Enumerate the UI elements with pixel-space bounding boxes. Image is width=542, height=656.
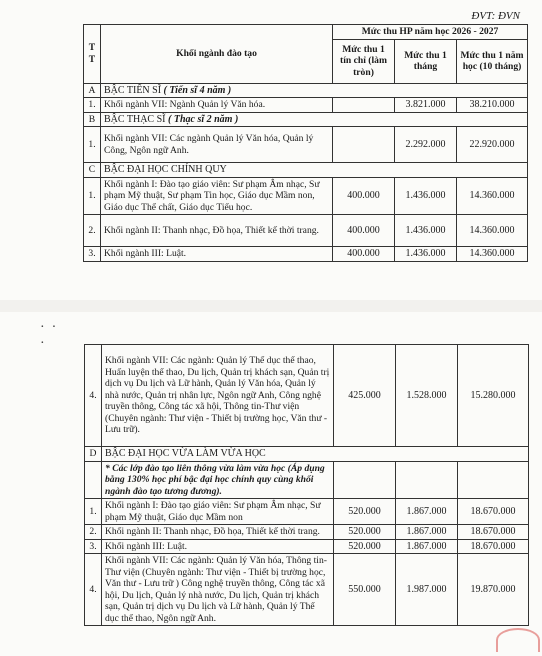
row-month: 1.528.000	[396, 345, 458, 447]
row-credit: 550.000	[334, 554, 396, 626]
section-title	[101, 112, 528, 127]
row-index: 4.	[85, 554, 102, 626]
row-month: 1.867.000	[396, 499, 458, 525]
section-row	[84, 112, 528, 127]
row-month: 1.436.000	[395, 177, 457, 215]
row-month: 2.292.000	[395, 127, 457, 163]
table-row	[85, 554, 529, 626]
table-row	[84, 177, 528, 215]
section-index: D	[85, 447, 102, 462]
red-stamp-mark	[496, 628, 540, 652]
row-credit: 520.000	[334, 539, 396, 554]
row-credit: 400.000	[333, 247, 395, 262]
row-index: 1.	[84, 98, 101, 113]
row-index: 2.	[85, 525, 102, 540]
row-name: Khối ngành I: Đào tạo giáo viên: Sư phạm Âm nhạc, Sư phạm Mỹ thuật, Giáo dục Mầm non	[102, 499, 334, 525]
row-credit: 400.000	[333, 215, 395, 247]
row-month: 1.987.000	[396, 554, 458, 626]
section-row	[85, 447, 529, 462]
section-title: BẬC ĐẠI HỌC CHÍNH QUY	[101, 163, 528, 178]
row-name: Khối ngành VII: Ngành Quản lý Văn hóa.	[101, 98, 333, 113]
row-name: Khối ngành VII: Các ngành: Quản lý Văn hóa, Thông tin-Thư viện (Chuyên ngành: Thư viện - Thiết bị trường học, Văn thư - Lưu trữ ) Công nghệ truyền thông, Công tác xã hội, Du lịch, Quản lý nhà nước, Du lịch, Quản trị khách sạn, Quản trị dịch vụ Du lịch và Lữ hành, Quản lý Thể dục thể thao, Ngôn ngữ Anh.	[102, 554, 334, 626]
row-year: 18.670.000	[458, 539, 529, 554]
table-row	[84, 247, 528, 262]
table-row	[84, 215, 528, 247]
section-title-text: BẬC TIẾN SĨ	[104, 84, 162, 96]
row-year: 14.360.000	[457, 177, 528, 215]
row-name: Khối ngành VII: Các ngành: Quản lý Thể dục thể thao, Huấn luyện thể thao, Du lịch, Quản trị khách sạn, Quản trị dịch vụ Du lịch và Lữ hành, Quản lý Văn hóa, Quản lý nhà nước, Quản trị nhân lực, Ngôn ngữ Anh, Công nghệ truyền thông, Công tác xã hội, Thông tin-Thư viện (Chuyên ngành: Thư viện - Thiết bị trường học, Văn thư - Lưu trữ).	[102, 345, 334, 447]
row-name: Khối ngành I: Đào tạo giáo viên: Sư phạm Âm nhạc, Sư phạm Mỹ thuật, Sư phạm Tin học, Giáo dục Mầm non, Giáo dục Thể chất, Giáo dục Tiểu học.	[101, 177, 333, 215]
header-fee: Mức thu HP năm học 2026 - 2027	[333, 25, 528, 40]
table-row	[85, 525, 529, 540]
row-credit: 425.000	[334, 345, 396, 447]
row-index: 3.	[85, 539, 102, 554]
row-year: 38.210.000	[457, 98, 528, 113]
row-index: 1.	[85, 499, 102, 525]
row-name: Khối ngành VII: Các ngành Quản lý Văn hóa, Quản lý Công, Ngôn ngữ Anh.	[101, 127, 333, 163]
table-row	[85, 499, 529, 525]
table-row	[85, 539, 529, 554]
row-name: Khối ngành III: Luật.	[102, 539, 334, 554]
section-row	[84, 163, 528, 178]
row-index: 3.	[84, 247, 101, 262]
row-month: 1.436.000	[395, 215, 457, 247]
table-row	[84, 98, 528, 113]
header-year: Mức thu 1 năm học (10 tháng)	[457, 39, 528, 83]
header-row	[84, 25, 528, 40]
document-page-2	[0, 312, 542, 656]
row-index: 4.	[85, 345, 102, 447]
section-note: ( Tiến sĩ 4 năm )	[163, 84, 232, 96]
header-index: T T	[84, 25, 101, 84]
row-index: 1.	[84, 127, 101, 163]
row-year: 14.360.000	[457, 247, 528, 262]
header-month: Mức thu 1 tháng	[395, 39, 457, 83]
row-year: 15.280.000	[458, 345, 529, 447]
row-name: Khối ngành III: Luật.	[101, 247, 333, 262]
document-page-1	[0, 0, 542, 300]
header-group: Khối ngành đào tạo	[101, 25, 333, 84]
row-credit: 520.000	[334, 525, 396, 540]
section-title-text: BẬC THẠC SĨ	[104, 113, 166, 125]
tuition-table-part-1	[83, 24, 528, 262]
section-note: ( Thạc sĩ 2 năm )	[168, 113, 239, 125]
row-credit	[333, 127, 395, 163]
tuition-table-part-2	[84, 344, 529, 626]
row-index: 2.	[84, 215, 101, 247]
row-credit: 520.000	[334, 499, 396, 525]
table-row	[85, 345, 529, 447]
row-year: 18.670.000	[458, 499, 529, 525]
row-name: Khối ngành II: Thanh nhạc, Đồ họa, Thiết kế thời trang.	[102, 525, 334, 540]
section-index: C	[84, 163, 101, 178]
row-name: Khối ngành II: Thanh nhạc, Đồ họa, Thiết kế thời trang.	[101, 215, 333, 247]
row-month: 1.867.000	[396, 539, 458, 554]
note-index	[85, 461, 102, 499]
scan-marks: · · ·	[40, 320, 57, 351]
section-row	[84, 83, 528, 98]
row-year: 22.920.000	[457, 127, 528, 163]
row-month: 3.821.000	[395, 98, 457, 113]
row-credit	[333, 98, 395, 113]
unit-label: ĐVT: ĐVN	[471, 10, 520, 22]
row-year: 14.360.000	[457, 215, 528, 247]
section-index: A	[84, 83, 101, 98]
note-year	[458, 461, 529, 499]
row-year: 18.670.000	[458, 525, 529, 540]
row-month: 1.436.000	[395, 247, 457, 262]
section-index: B	[84, 112, 101, 127]
header-credit: Mức thu 1 tín chỉ (làm tròn)	[333, 39, 395, 83]
row-year: 19.870.000	[458, 554, 529, 626]
note-row	[85, 461, 529, 499]
section-note: * Các lớp đào tạo liên thông vừa làm vừa học (Áp dụng bằng 130% học phí bậc đại học chính quy cùng khối ngành đào tạo tương đương).	[102, 461, 334, 499]
row-month: 1.867.000	[396, 525, 458, 540]
section-title: BẬC ĐẠI HỌC VỪA LÀM VỪA HỌC	[102, 447, 529, 462]
note-credit	[334, 461, 396, 499]
row-credit: 400.000	[333, 177, 395, 215]
note-month	[396, 461, 458, 499]
table-row	[84, 127, 528, 163]
row-index: 1.	[84, 177, 101, 215]
section-title	[101, 83, 528, 98]
